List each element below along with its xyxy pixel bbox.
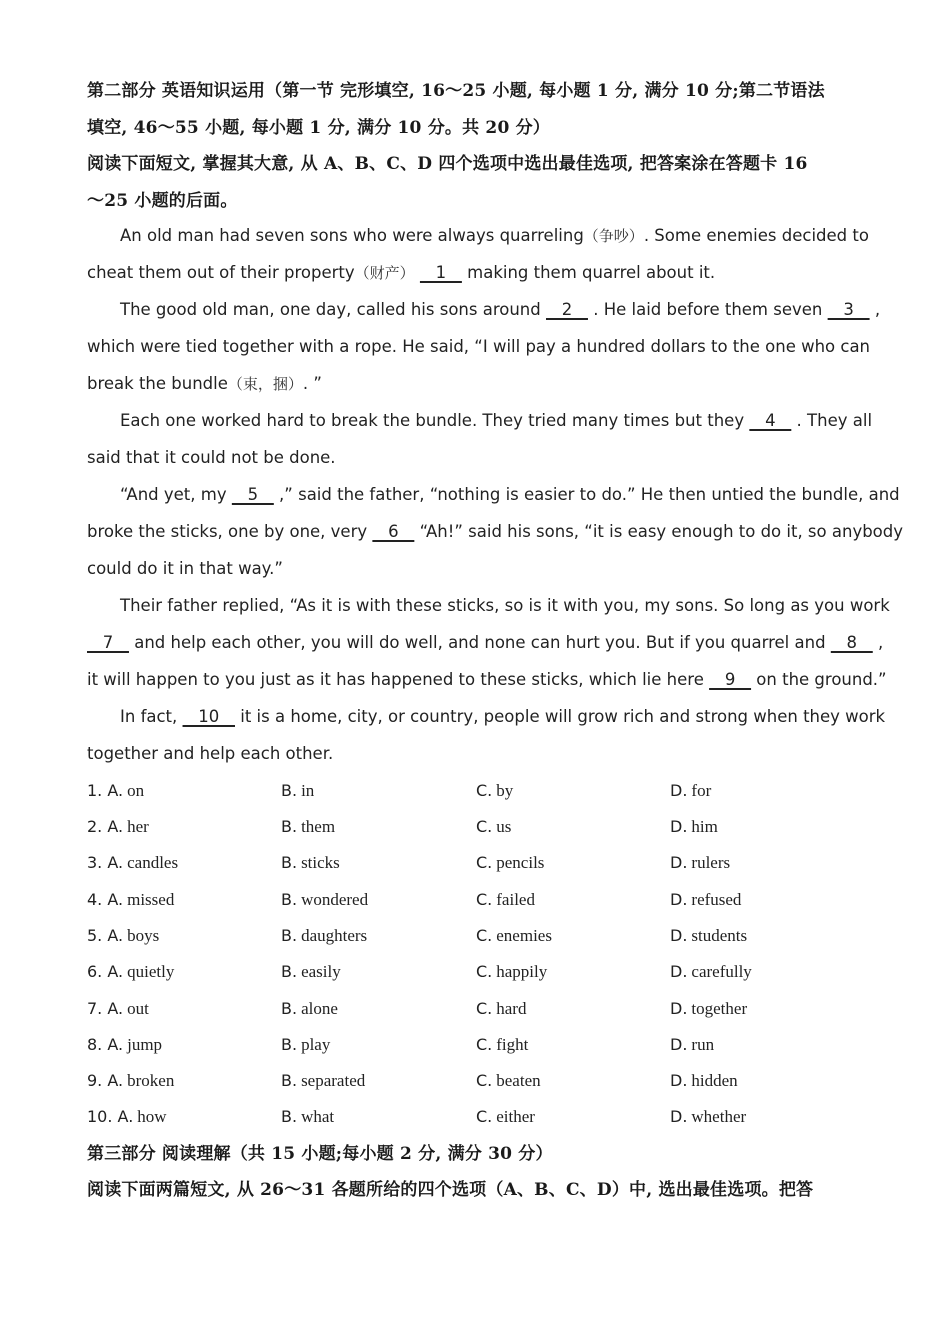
option-label: C.	[476, 817, 493, 836]
option-label: C.	[476, 1071, 493, 1090]
passage-line: Their father replied, “As it is with these sticks, so is it with you, my sons. So long as you work	[120, 596, 890, 615]
option-b: them	[301, 817, 336, 836]
option-a: boys	[127, 926, 160, 945]
option-label: C.	[476, 890, 493, 909]
option-label: B.	[281, 1107, 298, 1126]
option-label: D.	[670, 1071, 688, 1090]
blank-8: 8	[830, 633, 873, 652]
passage-line: could do it in that way.”	[87, 559, 283, 578]
question-row	[87, 1034, 865, 1056]
passage-line	[120, 484, 900, 506]
passage-text: it is a home, city, or country, people will grow rich and strong when they work	[235, 707, 886, 726]
section2-instruction-line2: ～25 小题的后面。	[87, 191, 238, 211]
option-d: carefully	[691, 962, 752, 981]
option-b: alone	[301, 999, 338, 1018]
option-label: B.	[281, 926, 298, 945]
option-label: D.	[670, 1035, 688, 1054]
option-label: B.	[281, 817, 298, 836]
option-label: B.	[281, 962, 298, 981]
question-row	[87, 998, 865, 1020]
option-b: daughters	[301, 926, 368, 945]
option-a: candles	[127, 853, 179, 872]
option-label: C.	[476, 1107, 493, 1126]
passage-line	[87, 632, 883, 654]
option-c: by	[496, 781, 514, 800]
question-number: 4. A.	[87, 890, 124, 909]
section3-header: 第三部分 阅读理解（共 15 小题;每小题 2 分, 满分 30 分）	[87, 1144, 553, 1164]
option-d: for	[691, 781, 712, 800]
option-d: students	[691, 926, 748, 945]
passage-text: . He laid before them seven	[587, 300, 828, 319]
option-label: B.	[281, 999, 298, 1018]
passage-text: and help each other, you will do well, and none can hurt you. But if you quarrel and	[128, 633, 831, 652]
blank-5: 5	[231, 485, 274, 504]
passage-text: broke the sticks, one by one, very	[87, 522, 373, 541]
section2-header-line1: 第二部分 英语知识运用（第一节 完形填空, 16～25 小题, 每小题 1 分, 满分 10 分;第二节语法	[87, 81, 825, 101]
option-label: C.	[476, 999, 493, 1018]
passage-line	[87, 262, 715, 284]
question-number: 10. A.	[87, 1107, 134, 1126]
option-a: out	[127, 999, 149, 1018]
option-c: happily	[496, 962, 548, 981]
option-label: B.	[281, 1035, 298, 1054]
passage-line	[87, 373, 322, 395]
passage-text: The good old man, one day, called his sons around	[120, 300, 546, 319]
passage-line: said that it could not be done.	[87, 448, 336, 467]
passage-text: ,” said the father, “nothing is easier to do.” He then untied the bundle, and	[273, 485, 900, 504]
option-label: D.	[670, 1107, 688, 1126]
option-label: C.	[476, 781, 493, 800]
passage-line	[120, 299, 880, 321]
option-label: C.	[476, 1035, 493, 1054]
passage-line	[87, 669, 887, 691]
option-b: sticks	[301, 853, 340, 872]
blank-3: 3	[827, 300, 870, 319]
option-c: failed	[496, 890, 535, 909]
passage-line: which were tied together with a rope. He said, “I will pay a hundred dollars to the one who can	[87, 337, 871, 356]
question-number: 2. A.	[87, 817, 124, 836]
passage-text: ,	[869, 300, 881, 319]
question-number: 9. A.	[87, 1071, 124, 1090]
passage-text: “Ah!” said his sons, “it is easy enough to do it, so anybody	[414, 522, 904, 541]
passage-text: In fact,	[120, 707, 183, 726]
option-label: D.	[670, 817, 688, 836]
option-label: D.	[670, 999, 688, 1018]
question-row	[87, 889, 865, 911]
passage-text: cheat them out of their property	[87, 263, 355, 282]
question-row	[87, 1070, 865, 1092]
blank-2: 2	[546, 300, 588, 319]
section2-instruction-line1: 阅读下面短文, 掌握其大意, 从 A、B、C、D 四个选项中选出最佳选项, 把答案涂在答题卡 16	[87, 154, 808, 174]
passage-text: on the ground.”	[751, 670, 887, 689]
option-label: D.	[670, 926, 688, 945]
option-a: on	[127, 781, 145, 800]
option-label: D.	[670, 853, 688, 872]
passage-line	[120, 706, 885, 728]
passage-line	[120, 410, 872, 432]
option-b: play	[301, 1035, 331, 1054]
option-c: beaten	[496, 1071, 541, 1090]
option-d: together	[691, 999, 748, 1018]
question-row	[87, 852, 865, 874]
passage-line	[120, 225, 869, 247]
option-label: C.	[476, 962, 493, 981]
option-d: rulers	[691, 853, 731, 872]
option-d: hidden	[691, 1071, 738, 1090]
option-b: in	[301, 781, 315, 800]
passage-line: together and help each other.	[87, 744, 334, 763]
passage-text: . They all	[791, 411, 873, 430]
option-d: run	[691, 1035, 715, 1054]
section3-instruction: 阅读下面两篇短文, 从 26～31 各题所给的四个选项（A、B、C、D）中, 选出最佳选项。把答	[87, 1180, 814, 1200]
option-b: what	[301, 1107, 335, 1126]
chinese-gloss: （争吵）	[583, 227, 644, 245]
option-label: D.	[670, 890, 688, 909]
option-label: C.	[476, 926, 493, 945]
option-label: D.	[670, 781, 688, 800]
option-a: quietly	[127, 962, 175, 981]
option-c: enemies	[496, 926, 552, 945]
option-a: how	[137, 1107, 167, 1126]
option-label: C.	[476, 853, 493, 872]
option-d: refused	[691, 890, 742, 909]
question-row	[87, 925, 865, 947]
question-number: 6. A.	[87, 962, 124, 981]
passage-text: Each one worked hard to break the bundle. They tried many times but they	[120, 411, 750, 430]
option-a: her	[127, 817, 149, 836]
option-label: B.	[281, 890, 298, 909]
passage-text: An old man had seven sons who were always quarreling	[120, 226, 584, 245]
question-row	[87, 961, 865, 983]
blank-7: 7	[87, 633, 129, 652]
question-number: 8. A.	[87, 1035, 124, 1054]
option-c: pencils	[496, 853, 545, 872]
option-c: us	[496, 817, 512, 836]
question-number: 5. A.	[87, 926, 124, 945]
section2-header-line2: 填空, 46～55 小题, 每小题 1 分, 满分 10 分。共 20 分）	[87, 118, 550, 138]
passage-text: it will happen to you just as it has happened to these sticks, which lie here	[87, 670, 710, 689]
option-label: B.	[281, 781, 298, 800]
option-d: whether	[691, 1107, 747, 1126]
option-b: separated	[301, 1071, 366, 1090]
option-label: B.	[281, 853, 298, 872]
question-row	[87, 1106, 865, 1128]
blank-1: 1	[419, 263, 462, 282]
question-row	[87, 780, 865, 802]
passage-text: ,	[872, 633, 884, 652]
chinese-gloss: （束，捆）	[227, 375, 303, 393]
option-label: D.	[670, 962, 688, 981]
blank-6: 6	[372, 522, 415, 541]
option-c: hard	[496, 999, 527, 1018]
question-number: 3. A.	[87, 853, 124, 872]
blank-9: 9	[709, 670, 752, 689]
option-a: broken	[127, 1071, 175, 1090]
blank-10: 10	[182, 707, 235, 726]
chinese-gloss: （财产）	[354, 264, 415, 282]
blank-4: 4	[749, 411, 792, 430]
question-number: 7. A.	[87, 999, 124, 1018]
option-a: jump	[127, 1035, 163, 1054]
option-d: him	[691, 817, 718, 836]
option-b: wondered	[301, 890, 369, 909]
passage-text: . Some enemies decided to	[643, 226, 869, 245]
option-a: missed	[127, 890, 175, 909]
passage-text: making them quarrel about it.	[461, 263, 716, 282]
question-number: 1. A.	[87, 781, 124, 800]
option-c: fight	[496, 1035, 529, 1054]
question-row	[87, 816, 865, 838]
passage-text: . ”	[302, 374, 322, 393]
passage-text: “And yet, my	[120, 485, 232, 504]
option-c: either	[496, 1107, 535, 1126]
passage-line	[87, 521, 903, 543]
option-b: easily	[301, 962, 341, 981]
option-label: B.	[281, 1071, 298, 1090]
passage-text: break the bundle	[87, 374, 228, 393]
